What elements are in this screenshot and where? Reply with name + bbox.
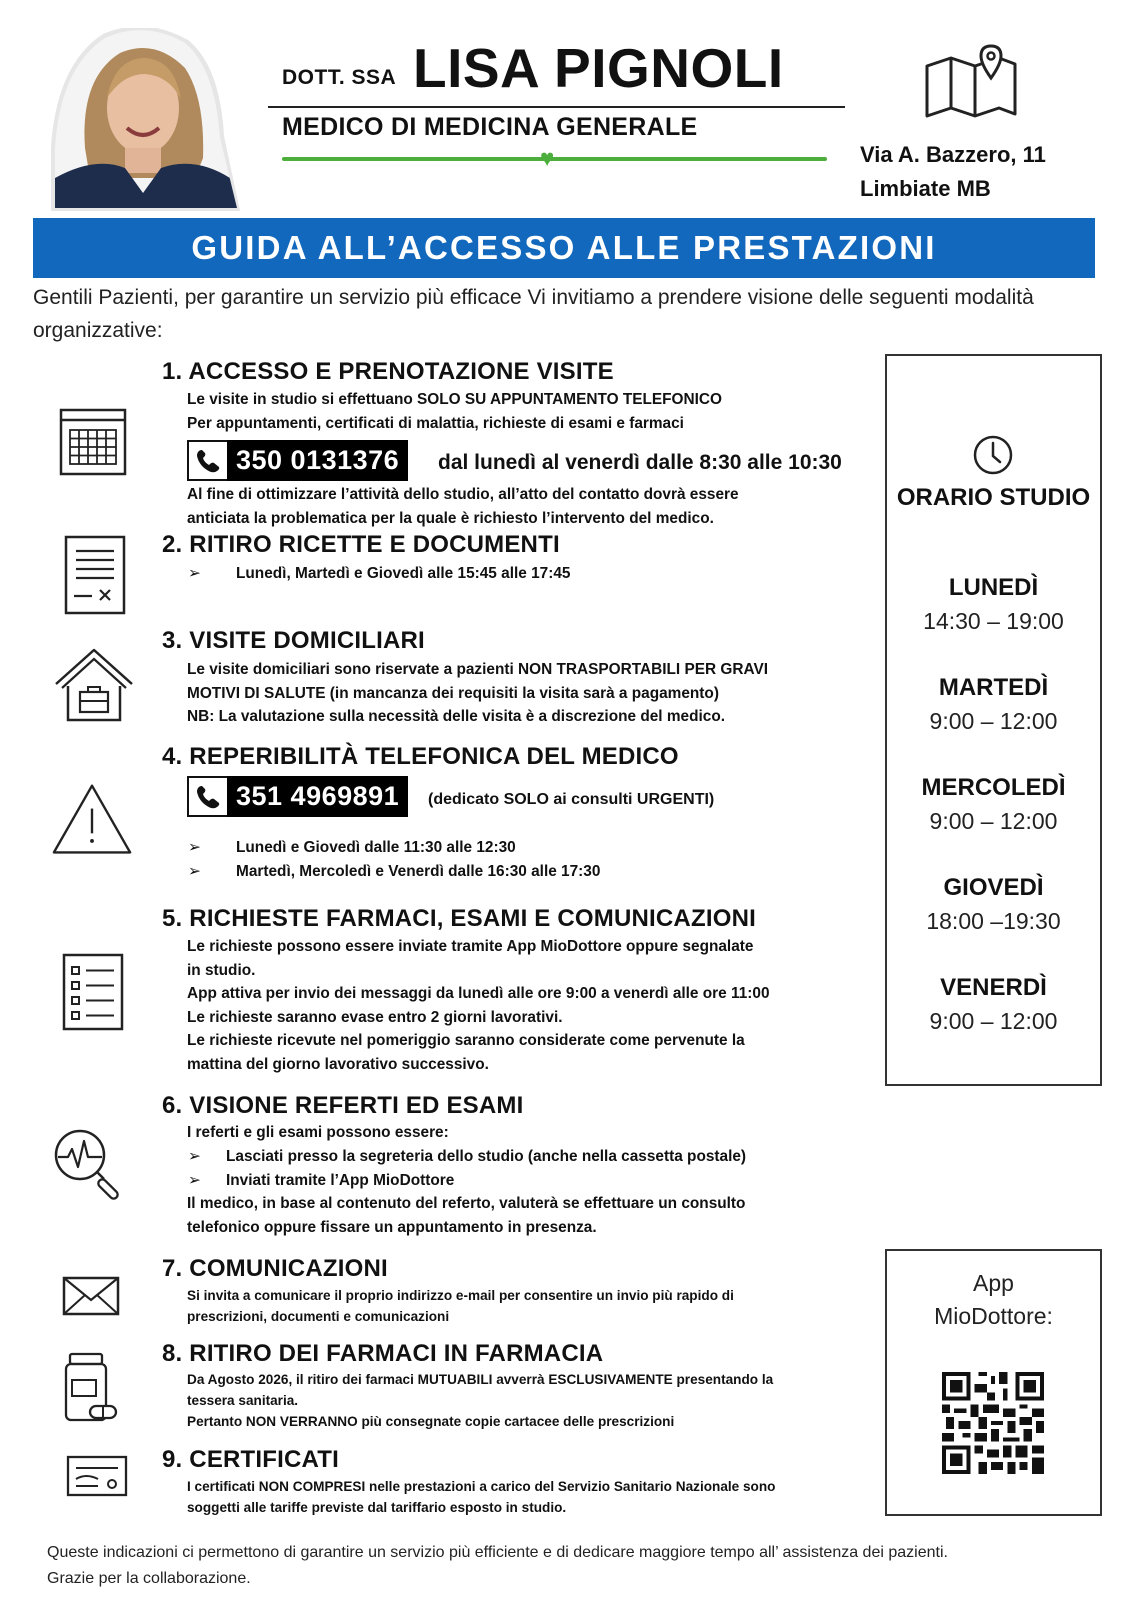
footer-line: Queste indicazioni ci permettono di garantire un servizio più efficiente e di dedicare maggiore tempo all’ assistenza dei pazienti. [47,1544,948,1561]
section-1-note [187,483,739,530]
title-prefix: DOTT. SSA [282,66,397,89]
warning-icon [52,780,132,860]
section-1-title: 1. ACCESSO E PRENOTAZIONE VISITE [162,358,614,385]
clock-icon [971,433,1015,477]
section-3-title: 3. VISITE DOMICILIARI [162,627,425,654]
section-3-text [187,658,768,729]
section-5-line: App attiva per invio dei messaggi da lunedì alle ore 9:00 a venerdì alle ore 11:00 [187,985,770,1002]
urgent-phone-number: 351 4969891 [227,776,408,817]
section-7-line: Si invita a comunicare il proprio indirizzo e-mail per consentire un invio più rapido di [187,1288,734,1303]
section-2-title: 2. RITIRO RICETTE E DOCUMENTI [162,531,560,558]
doctor-photo [45,28,240,213]
section-6-bullet: ➢ Lasciati presso la segreteria dello studio (anche nella cassetta postale) [188,1148,747,1165]
section-3-line: MOTIVI DI SALUTE (in mancanza dei requisiti la visita sarà a pagamento) [187,684,719,702]
phone-icon [187,776,227,817]
section-4-bullet: ➢ Lunedì e Giovedì dalle 11:30 alle 12:30 [188,839,516,856]
hours-time: 14:30 – 19:00 [923,608,1064,634]
urgent-phone-box[interactable] [187,776,408,817]
hours-day: MARTEDÌ [938,674,1049,701]
section-9-text [187,1476,775,1518]
section-8-line: Da Agosto 2026, il ritiro dei farmaci MUTUABILI avverrà ESCLUSIVAMENTE presentando la [187,1372,774,1387]
hours-day: VENERDÌ [940,974,1047,1001]
phone-hours: dal lunedì al venerdì dalle 8:30 alle 10:30 [438,451,842,474]
footer-line: Grazie per la collaborazione. [47,1570,251,1587]
section-5-line: Le richieste ricevute nel pomeriggio saranno considerate come pervenute la [187,1032,745,1049]
section-5-line: in studio. [187,961,256,979]
section-6-line: telefonico oppure fissare un appuntamento in presenza. [187,1218,597,1236]
address-city: Limbiate MB [860,176,991,201]
section-1-line: anticiata la problematica per la quale è richiesto l’intervento del medico. [187,509,714,527]
section-9-line: I certificati NON COMPRESI nelle prestazioni a carico del Servizio Sanitario Nazionale sono [187,1479,776,1494]
hours-day: GIOVEDÌ [943,874,1044,901]
section-6-bullet: ➢ Inviati tramite l’App MioDottore [188,1172,455,1189]
section-9-title: 9. CERTIFICATI [162,1446,340,1473]
section-9-line: soggetti alle tariffe previste dal tariffario esposto in studio. [187,1500,567,1515]
hours-time: 9:00 – 12:00 [929,808,1058,834]
hours-time: 9:00 – 12:00 [929,708,1058,734]
bullet-text: Inviati tramite l’App MioDottore [226,1172,455,1189]
envelope-icon [54,1270,134,1320]
app-label-line: App [973,1270,1014,1296]
section-3-line: NB: La valutazione sulla necessità delle visita è a discrezione del medico. [187,708,726,725]
hours-time: 9:00 – 12:00 [929,1008,1058,1034]
calendar-icon [54,402,134,482]
guide-banner: GUIDA ALL’ACCESSO ALLE PRESTAZIONI [33,218,1095,278]
section-1-line: Al fine di ottimizzare l’attività dello studio, all’atto del contatto dovrà essere [187,486,739,503]
magnifier-heartbeat-icon [52,1127,132,1207]
green-divider [282,157,827,161]
section-6-bullets [188,1145,746,1193]
address [860,138,1046,206]
section-8-text [187,1369,773,1432]
phone-number: 350 0131376 [227,440,408,481]
section-6-text [187,1192,745,1239]
section-1-text [187,388,722,435]
medicine-bottle-icon [56,1352,136,1424]
section-4-bullet: ➢ Martedì, Mercoledì e Venerdì dalle 16:30 alle 17:30 [188,863,601,880]
qr-code[interactable] [942,1372,1044,1474]
section-5-line: Le richieste saranno evase entro 2 giorni lavorativi. [187,1008,563,1026]
section-2-bullet: ➢ Lunedì, Martedì e Giovedì alle 15:45 alle 17:45 [188,565,571,582]
certificate-icon [58,1455,138,1499]
footer-text [47,1540,948,1592]
hours-title: ORARIO STUDIO [896,484,1091,511]
bullet-text: Lunedì, Martedì e Giovedì alle 15:45 alle 17:45 [236,565,571,582]
heart-icon: ♥ [540,145,555,172]
doctor-name: LISA PIGNOLI [413,37,784,99]
section-6-intro: I referti e gli esami possono essere: [187,1124,449,1141]
phone-number-box[interactable] [187,440,408,481]
hours-day: MERCOLEDÌ [921,774,1066,801]
section-3-line: Le visite domiciliari sono riservate a pazienti NON TRASPORTABILI PER GRAVI [187,661,768,678]
section-5-line: mattina del giorno lavorativo successivo. [187,1055,489,1073]
section-8-line: Pertanto NON VERRANNO più consegnate copie cartacee delle prescrizioni [187,1414,675,1429]
section-1-line: Per appuntamenti, certificati di malattia, richieste di esami e farmaci [187,414,684,432]
title-divider [268,106,845,108]
house-icon [54,646,134,726]
bullet-text: Martedì, Mercoledì e Venerdì dalle 16:30 alle 17:30 [236,863,601,880]
section-5-line: Le richieste possono essere inviate tramite App MioDottore oppure segnalate [187,938,754,955]
document-icon [54,535,134,615]
hours-day: LUNEDÌ [948,574,1039,601]
section-7-line: prescrizioni, documenti e comunicazioni [187,1309,450,1324]
section-8-title: 8. RITIRO DEI FARMACI IN FARMACIA [162,1340,604,1367]
section-1-line: Le visite in studio si effettuano SOLO SU APPUNTAMENTO TELEFONICO [187,391,723,408]
doctor-subtitle: MEDICO DI MEDICINA GENERALE [282,113,698,141]
section-6-title: 6. VISIONE REFERTI ED ESAMI [162,1092,524,1119]
map-pin-icon [925,44,1017,120]
urgent-phone-note: (dedicato SOLO ai consulti URGENTI) [428,791,715,808]
intro-text: Gentili Pazienti, per garantire un servizio più efficace Vi invitiamo a prendere visione delle seguenti modalità organizzative: [33,286,1034,342]
section-5-text [187,935,770,1076]
app-label [885,1267,1102,1333]
bullet-text: Lasciati presso la segreteria dello studio (anche nella cassetta postale) [226,1148,747,1165]
address-street: Via A. Bazzero, 11 [860,142,1046,167]
section-4-bullets [188,836,600,884]
section-4-title: 4. REPERIBILITÀ TELEFONICA DEL MEDICO [162,743,679,770]
section-8-line: tessera sanitaria. [187,1393,299,1408]
section-7-text [187,1285,734,1327]
bullet-text: Lunedì e Giovedì dalle 11:30 alle 12:30 [236,839,516,856]
phone-icon [187,440,227,481]
checklist-icon [54,953,134,1033]
section-7-title: 7. COMUNICAZIONI [162,1255,388,1282]
hours-time: 18:00 –19:30 [926,908,1061,934]
section-5-title: 5. RICHIESTE FARMACI, ESAMI E COMUNICAZIONI [162,905,756,932]
section-6-line: Il medico, in base al contenuto del referto, valuterà se effettuare un consulto [187,1195,746,1212]
app-label-line: MioDottore: [934,1303,1053,1329]
